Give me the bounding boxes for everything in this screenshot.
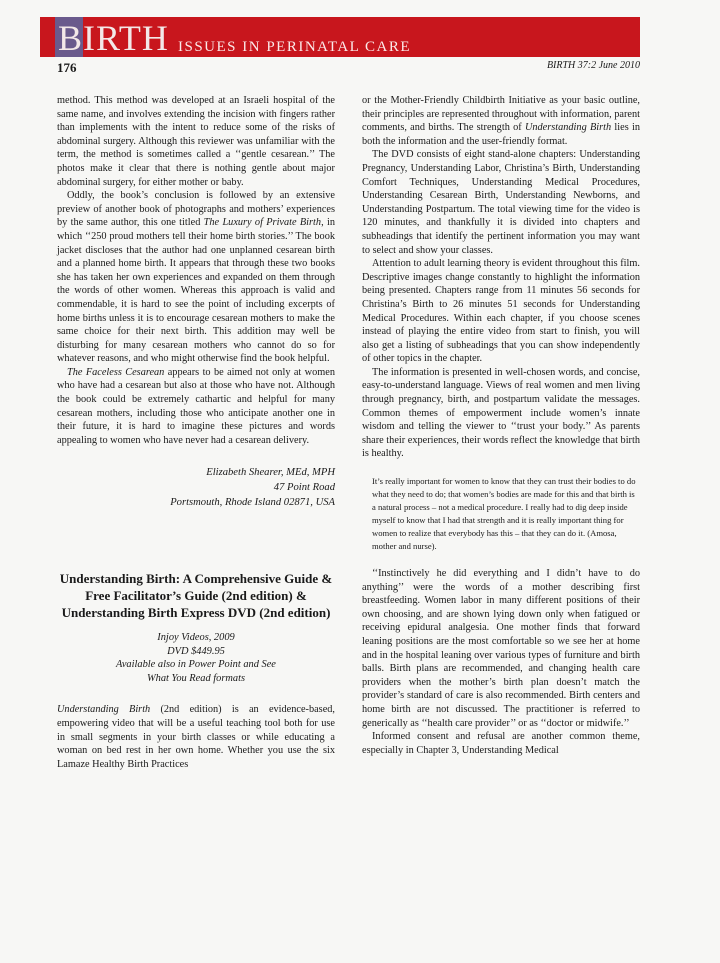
journal-tagline: ISSUES IN PERINATAL CARE: [178, 39, 412, 55]
publisher-line: Injoy Videos, 2009: [157, 632, 235, 644]
text-run: , in which ‘‘250 proud mothers tell their home birth stories.’’ The book jacket discloses that the author had one unplanned cesarean birth and a planned home birth. It appears that through these two books she has taken her own experiences and expanded on them through the words of other women. Whereas this approach is valid and commendable, it is hard to see the point of including excerpts of home births unless it is to encourage cesarean mothers to make the same choice for their next birth. This addition may well be disturbing for many cesarean mothers who cannot do so for whatever reasons, and who might otherwise find the book helpful.: [57, 217, 335, 365]
journal-logo: BIRTH: [58, 18, 169, 58]
text-run: appears to be aimed not only at women who have had a cesarean but also at those who have not. Although the book could be extremely cathartic and helpful for many cesarean mothers, including those who anticipate another one in their future, it is hard to imagine these pictures and words appealing to women who have never had a cesarean delivery.: [57, 366, 335, 446]
paragraph: [57, 189, 335, 366]
right-column: [362, 94, 640, 757]
paragraph: [57, 366, 335, 448]
left-column: [57, 94, 335, 771]
format-line: What You Read formats: [146, 672, 246, 684]
text-run: (2nd edition) is an evidence-based, empowering video that will be a useful teaching tool both for use in small segments in your birth classes or while educating a woman on bed rest in her own home. Whether you use the six Lamaze Healthy Birth Practices: [57, 704, 335, 770]
text-run: lies in both the information and the user-friendly format.: [362, 122, 640, 147]
paragraph: [362, 94, 640, 148]
format-line: Available also in Power Point and See: [116, 659, 276, 671]
page-number: 176: [57, 60, 77, 75]
reviewer-address-line: 47 Point Road: [273, 482, 335, 494]
paragraph: [57, 703, 335, 771]
paragraph: Informed consent and refusal are another common theme, especially in Chapter 3, Understanding Medical: [362, 731, 640, 756]
pull-quote: It’s really important for women to know that they can trust their bodies to do what they need to do; that women’s bodies are made for this and that birth is a natural process – not a medical procedure. I really had to dig deep inside myself to know that I had that strength and it is really important thing for women to realize that everybody has this – that they can do it. (Amosa, mother and nurse).: [372, 476, 636, 552]
paragraph: Attention to adult learning theory is evident throughout this film. Descriptive images change constantly to highlight the information being presented. Chapters range from 11 minutes 56 seconds for Christina’s Birth to 26 minutes 51 seconds for Understanding Medical Procedures. Within each chapter, if you choose scenes instead of playing the entire video from start to finish, you will also get a listing of subheadings that you can show independently of other topics in the chapter.: [362, 258, 640, 365]
paragraph: The information is presented in well-chosen words, and concise, easy-to-understand language. Views of real women and men living through pregnancy, birth, and postpartum validate the messages. Common themes of empowerment include women’s innate wisdom and telling the viewer to ‘‘trust your body.’’ As parents share their experiences, their words reflect the knowledge that birth is healthy.: [362, 366, 640, 460]
reviewer-name: Elizabeth Shearer, MEd, MPH: [206, 467, 335, 479]
price-line: DVD $449.95: [167, 645, 225, 657]
text-run: Oddly, the book’s conclusion is followed by an extensive preview of another book of photographs and mothers’ experiences by the same author, this one titled: [57, 190, 335, 229]
paragraph: The DVD consists of eight stand-alone chapters: Understanding Pregnancy, Understanding Labor, Christina’s Birth, Understanding Comfort Techniques, Understanding Medical Procedures, Understanding Cesarean Birth, Understanding Newborns, and Understanding Postpartum. The total viewing time for the video is 120 minutes, and thankfully it is divided into chapters and subheadings that identify the pertinent information you may want to select and show your classes.: [362, 149, 640, 256]
review-title: Understanding Birth: A Comprehensive Guide & Free Facilitator’s Guide (2nd edition) & Understanding Birth Express DVD (2nd edition): [59, 571, 333, 621]
book-title: Understanding Birth: [57, 704, 151, 716]
paragraph: method. This method was developed at an Israeli hospital of the same name, and involves extending the incision with fingers rather than implements with the intent to reduce some of the risks of abdominal surgery. Although this reviewer was unfamiliar with the term, the method is sometimes called a ‘‘gentle cesarean.’’ The photos make it clear that there is nothing gentle about major abdominal surgery, for either mother or baby.: [57, 95, 335, 188]
journal-reference: BIRTH 37:2 June 2010: [546, 60, 640, 71]
paragraph: ‘‘Instinctively he did everything and I didn’t have to do anything’’ were the words of a mother describing first breastfeeding. Women labor in many different positions of their own choosing, and are shown lying down only when fatigued or receiving epidural analgesia. One mother finds that forward leaning positions are the most comfortable so we see her at home and in the hospital leaning over various types of furniture and birth balls. Birth plans are recommended, and changing health care providers when the mother’s birth plan doesn’t match the provider’s standard of care is also recommended. Birth centers and home birth are not discussed. The practitioner is referred to generically as ‘‘health care provider’’ or as ‘‘doctor or midwife.’’: [362, 568, 640, 729]
reviewer-signature: [57, 465, 335, 510]
reviewer-address-line: Portsmouth, Rhode Island 02871, USA: [170, 497, 335, 509]
book-title: The Luxury of Private Birth: [203, 217, 322, 229]
text-run: or the Mother-Friendly Childbirth Initiative as your basic outline, their principles are represented throughout with information, parent comments, and births. The strength of: [362, 95, 640, 134]
book-title: The Faceless Cesarean: [67, 366, 165, 378]
book-title: Understanding Birth: [524, 122, 612, 134]
review-meta: [57, 631, 335, 685]
